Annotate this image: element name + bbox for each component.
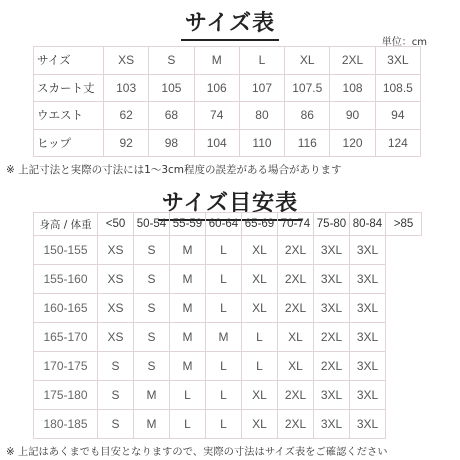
size-guide-column-header: 60-64 [206, 213, 242, 236]
size-chart-column-header: M [194, 47, 239, 75]
size-chart-column-header: 2XL [330, 47, 375, 75]
size-chart-cell: 68 [149, 102, 194, 130]
size-guide-cell: M [206, 323, 242, 352]
size-guide-column-header: 55-59 [170, 213, 206, 236]
size-chart-cell: 62 [104, 102, 149, 130]
size-guide-cell: 3XL [314, 265, 350, 294]
size-chart-cell: 105 [149, 74, 194, 102]
size-guide-header-row [34, 213, 422, 236]
size-chart-column-header: XS [104, 47, 149, 75]
size-guide-cell: 3XL [350, 381, 386, 410]
size-guide-row [34, 294, 422, 323]
size-guide-cell: 2XL [278, 410, 314, 439]
size-guide-column-header: <50 [98, 213, 134, 236]
size-guide-cell: M [170, 265, 206, 294]
size-guide-column-header: 65-69 [242, 213, 278, 236]
size-chart-row-label: ウエスト [34, 102, 104, 130]
size-chart-row [34, 74, 421, 102]
size-guide-column-header: 80-84 [350, 213, 386, 236]
size-guide-column-header: >85 [386, 213, 422, 236]
size-guide-cell: S [134, 352, 170, 381]
size-guide-cell: S [134, 265, 170, 294]
size-guide-row [34, 381, 422, 410]
size-guide-cell: M [170, 352, 206, 381]
size-chart-cell: 98 [149, 129, 194, 157]
size-chart-cell: 120 [330, 129, 375, 157]
size-guide-cell: 2XL [314, 352, 350, 381]
size-guide-cell: XS [98, 265, 134, 294]
size-guide-cell: 3XL [350, 236, 386, 265]
size-guide-corner-cell: 身高 / 体重 [34, 213, 98, 236]
size-guide-cell: 2XL [314, 323, 350, 352]
size-guide-cell: XL [242, 381, 278, 410]
size-chart-cell: 108.5 [375, 74, 420, 102]
size-guide-cell: S [134, 323, 170, 352]
size-chart-cell: 116 [285, 129, 330, 157]
size-chart-column-header: XL [285, 47, 330, 75]
size-guide-cell: S [134, 236, 170, 265]
size-guide-cell: L [206, 352, 242, 381]
size-chart-column-header: S [149, 47, 194, 75]
size-chart-row [34, 129, 421, 157]
size-guide-row [34, 410, 422, 439]
size-guide-cell: XS [98, 236, 134, 265]
size-guide-cell: M [134, 410, 170, 439]
size-guide-note: ※ 上記はあくまでも目安となりますので、実際の寸法はサイズ表をご確認ください [6, 446, 388, 458]
size-chart-cell: 92 [104, 129, 149, 157]
size-guide-cell: XL [242, 265, 278, 294]
size-chart-corner-cell: サイズ [34, 47, 104, 75]
size-chart-header-row [34, 47, 421, 75]
size-chart-cell: 104 [194, 129, 239, 157]
size-guide-column-header: 75-80 [314, 213, 350, 236]
size-guide-row-label: 160-165 [34, 294, 98, 323]
size-guide-cell: 2XL [278, 381, 314, 410]
size-chart-cell: 107.5 [285, 74, 330, 102]
size-guide-row-label: 155-160 [34, 265, 98, 294]
size-guide-cell: M [170, 294, 206, 323]
size-guide-cell: 2XL [278, 236, 314, 265]
size-chart-row [34, 102, 421, 130]
unit-label: 単位：cm [381, 37, 427, 48]
size-chart-cell: 108 [330, 74, 375, 102]
size-guide-cell: M [170, 236, 206, 265]
size-guide-cell: 3XL [350, 352, 386, 381]
size-chart-table [33, 46, 421, 157]
size-chart-cell: 124 [375, 129, 420, 157]
size-chart-column-header: 3XL [375, 47, 420, 75]
size-guide-cell: 3XL [314, 381, 350, 410]
size-guide-cell: M [170, 323, 206, 352]
size-guide-cell: 3XL [350, 323, 386, 352]
size-guide-cell: XL [242, 294, 278, 323]
size-guide-row-label: 170-175 [34, 352, 98, 381]
size-chart-cell: 103 [104, 74, 149, 102]
size-chart-row-label: スカート丈 [34, 74, 104, 102]
size-guide-row-label: 180-185 [34, 410, 98, 439]
size-chart-cell: 110 [239, 129, 284, 157]
size-guide-row [34, 323, 422, 352]
size-guide-column-header: 50-54 [134, 213, 170, 236]
size-guide-title-text: サイズ目安表 [158, 186, 302, 221]
size-guide-cell: 3XL [314, 410, 350, 439]
size-guide-cell: L [242, 323, 278, 352]
size-guide-row [34, 236, 422, 265]
size-guide-cell: L [206, 381, 242, 410]
size-chart-cell: 90 [330, 102, 375, 130]
size-guide-row-label: 175-180 [34, 381, 98, 410]
size-guide-cell: 3XL [350, 410, 386, 439]
size-guide-cell: XL [278, 323, 314, 352]
size-chart-title-text: サイズ表 [181, 6, 279, 41]
size-guide-cell: XL [242, 410, 278, 439]
size-guide-cell: M [134, 381, 170, 410]
size-guide-cell: XL [278, 352, 314, 381]
size-guide-column-header: 70-74 [278, 213, 314, 236]
size-chart-cell: 107 [239, 74, 284, 102]
size-chart-cell: 74 [194, 102, 239, 130]
size-guide-cell: 3XL [350, 265, 386, 294]
size-chart-cell: 86 [285, 102, 330, 130]
size-chart-column-header: L [239, 47, 284, 75]
size-guide-cell: 2XL [278, 294, 314, 323]
size-chart-cell: 80 [239, 102, 284, 130]
size-chart-cell: 94 [375, 102, 420, 130]
size-guide-cell: S [134, 294, 170, 323]
size-guide-cell: XS [98, 323, 134, 352]
size-guide-cell: XL [242, 236, 278, 265]
size-guide-row-label: 165-170 [34, 323, 98, 352]
size-guide-cell: 2XL [278, 265, 314, 294]
size-guide-cell: 3XL [314, 294, 350, 323]
size-chart-note: ※ 上記寸法と実際の寸法には1〜3cm程度の誤差がある場合があります [6, 164, 342, 176]
size-guide-row-label: 150-155 [34, 236, 98, 265]
size-guide-table [33, 212, 422, 439]
size-guide-cell: XS [98, 294, 134, 323]
size-guide-row [34, 352, 422, 381]
size-guide-cell: S [98, 410, 134, 439]
size-guide-cell: L [206, 265, 242, 294]
size-guide-cell: L [206, 236, 242, 265]
size-guide-row [34, 265, 422, 294]
size-guide-cell: L [206, 294, 242, 323]
size-guide-cell: L [242, 352, 278, 381]
size-guide-cell: 3XL [314, 236, 350, 265]
size-guide-cell: S [98, 352, 134, 381]
size-guide-cell: L [206, 410, 242, 439]
size-chart-cell: 106 [194, 74, 239, 102]
size-guide-cell: L [170, 381, 206, 410]
size-guide-cell: L [170, 410, 206, 439]
size-guide-cell: S [98, 381, 134, 410]
size-guide-cell: 3XL [350, 294, 386, 323]
size-chart-row-label: ヒップ [34, 129, 104, 157]
